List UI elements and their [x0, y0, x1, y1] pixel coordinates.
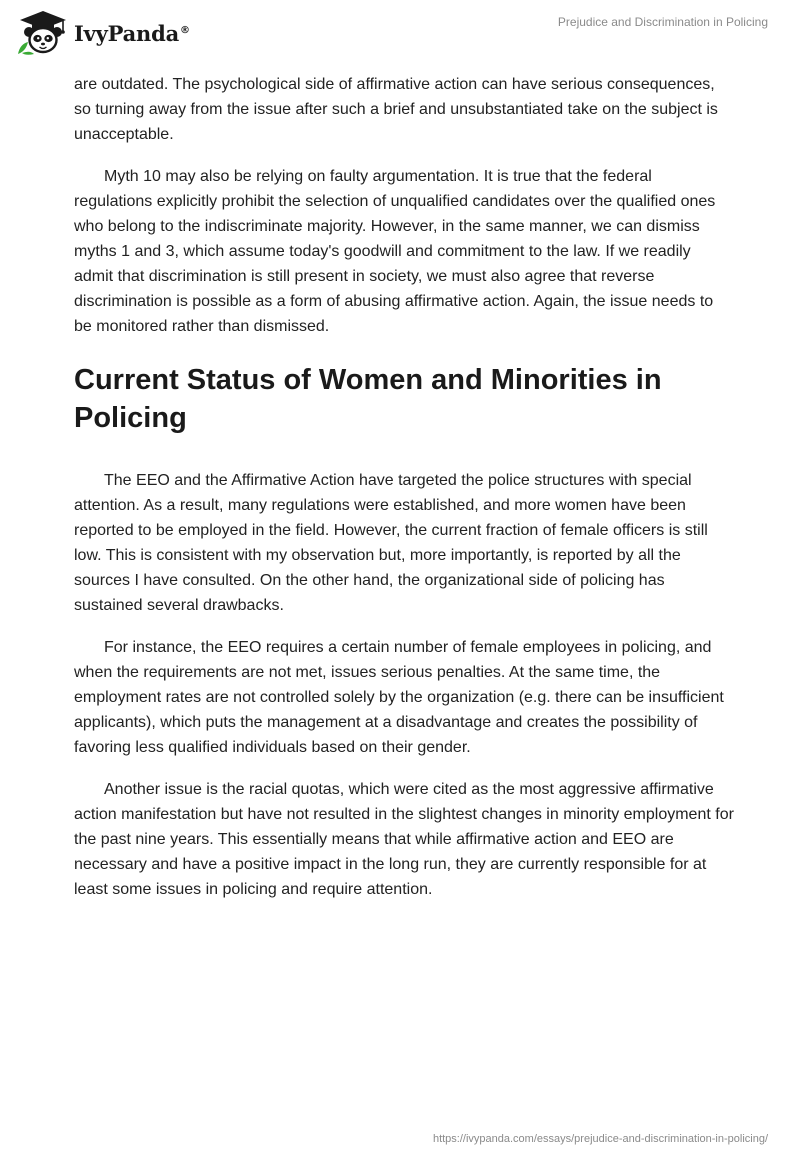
paragraph: The EEO and the Affirmative Action have targeted the police structures with special attention. As a result, many regulations were established, and more women have been reported to be employed in the field. However, the current fraction of female officers is still low. This is consistent with my observation but, more importantly, is reported by all the sources I have consulted. On the other hand, the organizational side of policing has sustained several drawbacks.: [74, 472, 708, 614]
paragraph: Another issue is the racial quotas, which were cited as the most aggressive affirmative action manifestation but have not resulted in the slightest changes in minority employment for the past nine years. This essentially means that while affirmative action and EEO are necessary and have a positive impact in the long run, they are currently responsible for at least some issues in policing and require attention.: [74, 781, 734, 898]
logo-wordmark: IvyPanda®: [74, 20, 190, 46]
paragraph-continuation: are outdated. The psychological side of affirmative action can have serious consequences, so turning away from the issue after such a brief and unsubstantiated take on the subject is unacceptable.: [74, 76, 718, 143]
ivypanda-logo[interactable]: [14, 10, 194, 56]
essay-body: [74, 72, 734, 919]
document-title: Prejudice and Discrimination in Policing: [557, 15, 768, 29]
source-url[interactable]: https://ivypanda.com/essays/prejudice-and-discrimination-in-policing/: [432, 1133, 768, 1145]
paragraph: Myth 10 may also be relying on faulty argumentation. It is true that the federal regulations explicitly prohibit the selection of unqualified candidates over the qualified ones who belong to the indiscriminate majority. However, in the same manner, we can dismiss myths 1 and 3, which assume today's goodwill and commitment to the law. If we readily admit that discrimination is still present in society, we must also agree that reverse discrimination is possible as a form of abusing affirmative action. Again, the issue needs to be monitored rather than dismissed.: [74, 168, 716, 335]
paragraph: For instance, the EEO requires a certain number of female employees in policing, and when the requirements are not met, issues serious penalties. At the same time, the employment rates are not controlled solely by the organization (e.g. there can be insufficient applicants), which puts the management at a disadvantage and creates the possibility of favoring less qualified individuals based on their gender.: [74, 639, 724, 756]
section-heading: Current Status of Women and Minorities in Policing: [74, 364, 662, 434]
panda-graduate-icon: [14, 10, 72, 56]
page-header: [0, 0, 800, 68]
